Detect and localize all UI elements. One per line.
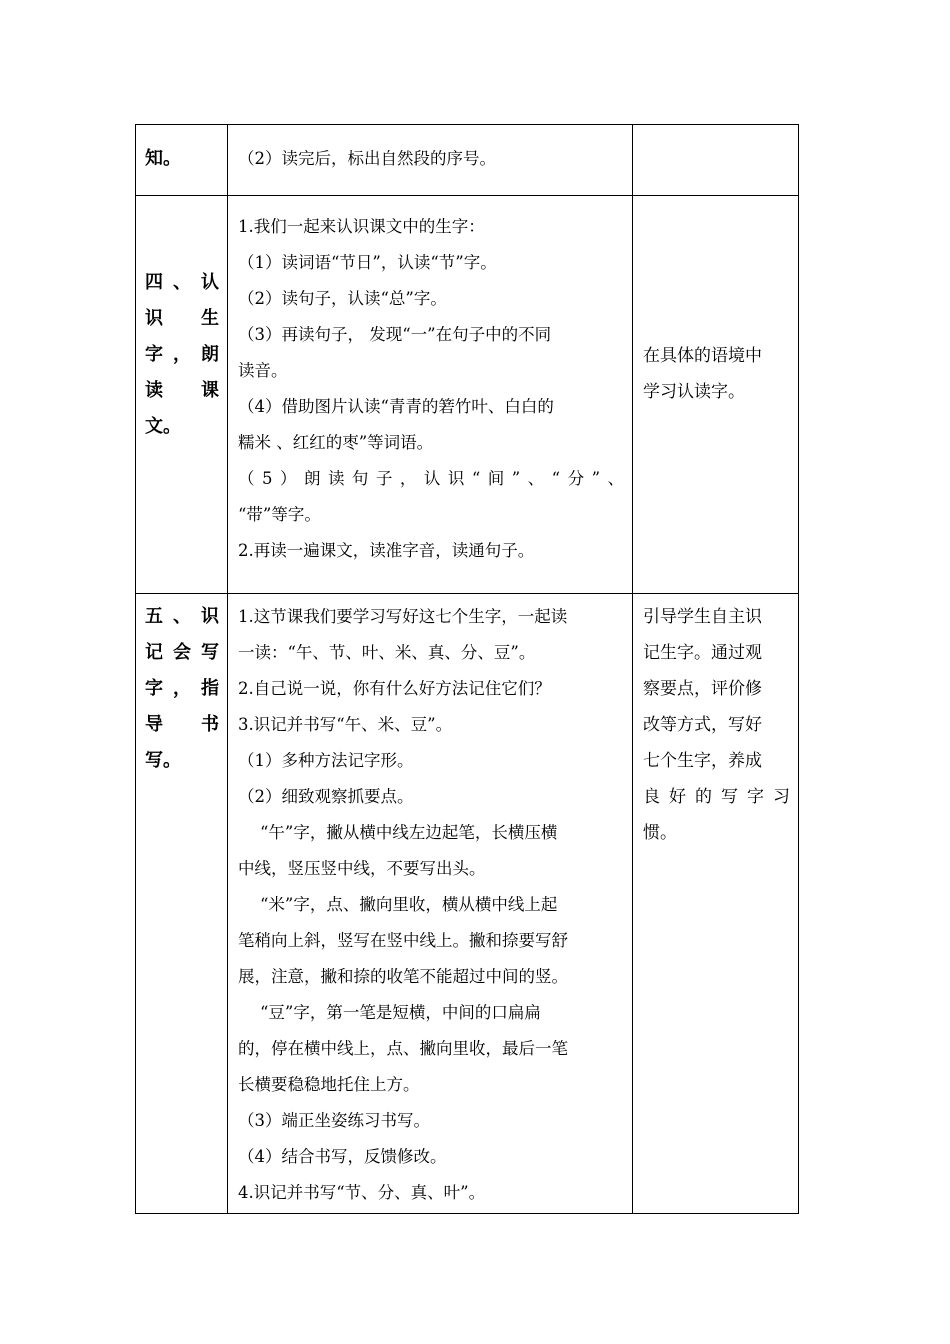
intent-line: 改等方式，写好 bbox=[643, 715, 762, 735]
procedure-line: “豆”字，第一笔是短横，中间的口扁扁 bbox=[260, 1003, 541, 1022]
intent-line: 在具体的语境中 bbox=[643, 346, 762, 366]
procedure-line: 中线，竖压竖中线，不要写出头。 bbox=[238, 859, 486, 878]
step-char: 、 bbox=[173, 272, 191, 293]
step-char: 认 bbox=[201, 272, 219, 293]
procedure-line: （3）再读句子， 发现“一”在句子中的不同 bbox=[238, 325, 552, 344]
procedure-line: “米”字，点、撇向里收，横从横中线上起 bbox=[260, 895, 558, 914]
procedure-line: 3.识记并书写“午、米、豆”。 bbox=[238, 715, 453, 734]
step-char: 识 bbox=[201, 606, 219, 627]
procedure-line: （3）端正坐姿练习书写。 bbox=[238, 1111, 430, 1130]
step-char: 朗 bbox=[201, 344, 219, 365]
step-cell-2 bbox=[136, 196, 228, 594]
step-char: 书 bbox=[201, 714, 219, 735]
procedure-line: 4.识记并书写“节、分、真、叶”。 bbox=[238, 1183, 486, 1202]
intent-line: 察要点，评价修 bbox=[643, 679, 762, 699]
procedure-line: 糯米 、红红的枣”等词语。 bbox=[238, 433, 434, 452]
procedure-line: 1.这节课我们要学习写好这七个生字，一起读 bbox=[238, 607, 568, 626]
step-line bbox=[145, 337, 219, 373]
step-char: 文。 bbox=[145, 416, 181, 437]
intent-line: 引导学生自主识 bbox=[643, 607, 762, 627]
intent-line: 记生字。通过观 bbox=[643, 643, 762, 663]
procedure-line: 1.我们一起来认识课文中的生字： bbox=[238, 217, 485, 236]
procedure-cell-2 bbox=[228, 196, 633, 594]
step-cell-1 bbox=[136, 125, 228, 196]
table-row-1 bbox=[136, 125, 799, 196]
step-char: 课 bbox=[201, 380, 219, 401]
step-line bbox=[145, 743, 219, 779]
table-row-2 bbox=[136, 196, 799, 594]
step-char: 导 bbox=[145, 714, 163, 735]
step-line bbox=[145, 707, 219, 743]
procedure-line: （5）朗读句子，认识“间”、“分”、 bbox=[238, 469, 624, 488]
step-char: ， bbox=[173, 678, 191, 699]
step-char: 指 bbox=[201, 678, 219, 699]
step-char: 会 bbox=[173, 642, 191, 663]
procedure-line: （2）读句子，认读“总”字。 bbox=[238, 289, 447, 308]
step-line bbox=[145, 373, 219, 409]
intent-cell-2 bbox=[633, 196, 799, 594]
intent-line: 良好的写字习 bbox=[643, 787, 790, 807]
step-cell-3 bbox=[136, 594, 228, 1214]
step-char: 写。 bbox=[145, 750, 181, 771]
step-char: 、 bbox=[173, 606, 191, 627]
intent-line: 七个生字，养成 bbox=[643, 751, 762, 771]
step-char: 五 bbox=[145, 606, 163, 627]
step-char: 生 bbox=[201, 308, 219, 329]
procedure-line: 的，停在横中线上，点、撇向里收，最后一笔 bbox=[238, 1039, 568, 1058]
intent-line: 惯。 bbox=[643, 823, 677, 843]
step-char: 读 bbox=[145, 380, 163, 401]
procedure-line: （2）细致观察抓要点。 bbox=[238, 787, 414, 806]
procedure-line: （1）多种方法记字形。 bbox=[238, 751, 414, 770]
procedure-line: “午”字，撇从横中线左边起笔，长横压横 bbox=[260, 823, 558, 842]
step-line bbox=[145, 409, 219, 445]
procedure-line: （4）结合书写，反馈修改。 bbox=[238, 1147, 447, 1166]
lesson-plan-table bbox=[135, 124, 799, 1214]
step-line bbox=[145, 301, 219, 337]
step-line bbox=[145, 141, 219, 177]
procedure-line: “带”等字。 bbox=[238, 505, 321, 524]
step-char: 识 bbox=[145, 308, 163, 329]
step-char: 四 bbox=[145, 272, 163, 293]
procedure-line: （2）读完后，标出自然段的序号。 bbox=[238, 149, 496, 168]
intent-line: 学习认读字。 bbox=[643, 382, 745, 402]
procedure-line: 长横要稳稳地托住上方。 bbox=[238, 1075, 420, 1094]
procedure-line: 展，注意，撇和捺的收笔不能超过中间的竖。 bbox=[238, 967, 568, 986]
procedure-line: 2.再读一遍课文，读准字音，读通句子。 bbox=[238, 541, 535, 560]
procedure-line: 读音。 bbox=[238, 361, 288, 380]
table-row-3 bbox=[136, 594, 799, 1214]
intent-cell-3 bbox=[633, 594, 799, 1214]
step-line bbox=[145, 265, 219, 301]
procedure-line: 笔稍向上斜，竖写在竖中线上。撇和捺要写舒 bbox=[238, 931, 568, 950]
step-char: 字 bbox=[145, 344, 163, 365]
step-char: 知。 bbox=[145, 148, 181, 169]
procedure-line: （4）借助图片认读“青青的箬竹叶、白白的 bbox=[238, 397, 554, 416]
procedure-cell-1 bbox=[228, 125, 633, 196]
step-line bbox=[145, 635, 219, 671]
intent-cell-1 bbox=[633, 125, 799, 196]
step-line bbox=[145, 599, 219, 635]
procedure-line: 一读：“午、节、叶、米、真、分、豆”。 bbox=[238, 643, 536, 662]
procedure-line: （1）读词语“节日”，认读“节”字。 bbox=[238, 253, 497, 272]
step-char: 写 bbox=[201, 642, 219, 663]
step-char: ， bbox=[173, 344, 191, 365]
procedure-cell-3 bbox=[228, 594, 633, 1214]
step-char: 记 bbox=[145, 642, 163, 663]
step-line bbox=[145, 671, 219, 707]
procedure-line: 2.自己说一说，你有什么好方法记住它们？ bbox=[238, 679, 551, 698]
step-char: 字 bbox=[145, 678, 163, 699]
